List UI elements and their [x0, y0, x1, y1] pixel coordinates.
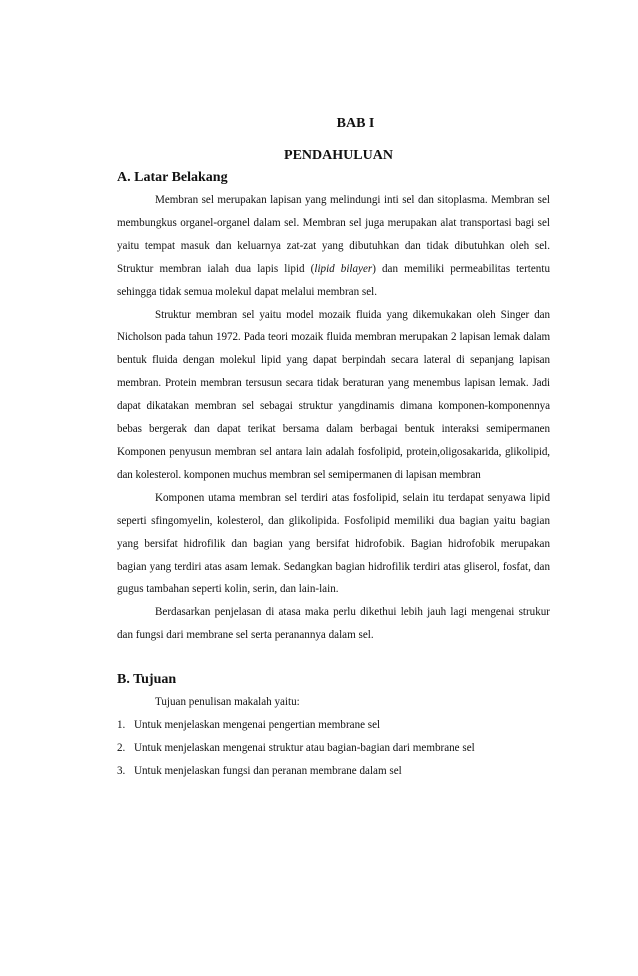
- objectives-list: [117, 714, 550, 783]
- list-item: [117, 714, 550, 737]
- chapter-title: PENDAHULUAN: [284, 148, 393, 163]
- list-item: [117, 760, 550, 783]
- list-item: [117, 737, 550, 760]
- list-item-number: 1.: [117, 719, 126, 732]
- paragraph-1-italic: lipid bilayer: [314, 262, 373, 275]
- list-item-text: Untuk menjelaskan mengenai pengertian membrane sel: [134, 719, 381, 732]
- paragraph-3: Komponen utama membran sel terdiri atas fosfolipid, selain itu terdapat senyawa lipid seperti sfingomyelin, kolesterol, dan glikolipida. Fosfolipid memiliki dua bagian yaitu bagian yang bersifat hidrofilik dan bagian yang bersifat hidrofobik. Bagian hidrofobik merupakan bagian yang terdiri atas asam lemak. Sedangkan bagian hidrofilik terdiri atas gliserol, fosfat, dan gugus tambahan seperti kolin, serin, dan lain-lain.: [117, 491, 550, 596]
- paragraph-2: Struktur membran sel yaitu model mozaik fluida yang dikemukakan oleh Singer dan Nicholson pada tahun 1972. Pada teori mozaik fluida membran merupakan 2 lapisan lemak dalam bentuk fluida dengan molekul lipid yang dapat berpindah secara lateral di sepanjang lapisan membran. Protein membran tersusun secara tidak beraturan yang menembus lapisan lemak. Jadi dapat dikatakan membran sel sebagai struktur yangdinamis dimana komponen-komponennya bebas bergerak dan dapat terikat bersama dalam berbagai bentuk interaksi semipermanen Komponen penyusun membran sel antara lain adalah fosfolipid, protein,oligosakarida, glikolipid, dan kolesterol. komponen muchus membran sel semipermanen di lapisan membran: [117, 308, 550, 481]
- list-item-text: Untuk menjelaskan mengenai struktur atau bagian-bagian dari membrane sel: [134, 742, 475, 755]
- chapter-number: BAB I: [336, 116, 375, 131]
- section-spacer: [117, 647, 550, 669]
- list-item-number: 2.: [117, 742, 126, 755]
- list-item-number: 3.: [117, 765, 126, 778]
- paragraph-1-text-b: ) dan memiliki permeabilitas tertentu sehingga tidak semua molekul dapat melalui membran sel.: [117, 262, 550, 298]
- paragraph-1-text-a: Membran sel merupakan lapisan yang melindungi inti sel dan sitoplasma. Membran sel membungkus organel-organel dalam sel. Membran sel juga merupakan alat transportasi bagi sel yaitu tempat masuk dan keluarnya zat-zat yang dibutuhkan dan tidak dibutuhkan oleh sel. Struktur membran ialah dua lapis lipid (: [117, 194, 550, 275]
- objectives-intro: Tujuan penulisan makalah yaitu:: [155, 696, 300, 709]
- page-content: [117, 113, 550, 783]
- section-a-heading: A. Latar Belakang: [117, 170, 228, 185]
- list-item-text: Untuk menjelaskan fungsi dan peranan membrane dalam sel: [134, 765, 402, 778]
- paragraph-1: [117, 189, 550, 304]
- paragraph-4: Berdasarkan penjelasan di atasa maka perlu dikethui lebih jauh lagi mengenai strukur dan fungsi dari membrane sel serta peranannya dalam sel.: [117, 606, 550, 642]
- section-b-heading: B. Tujuan: [117, 672, 177, 688]
